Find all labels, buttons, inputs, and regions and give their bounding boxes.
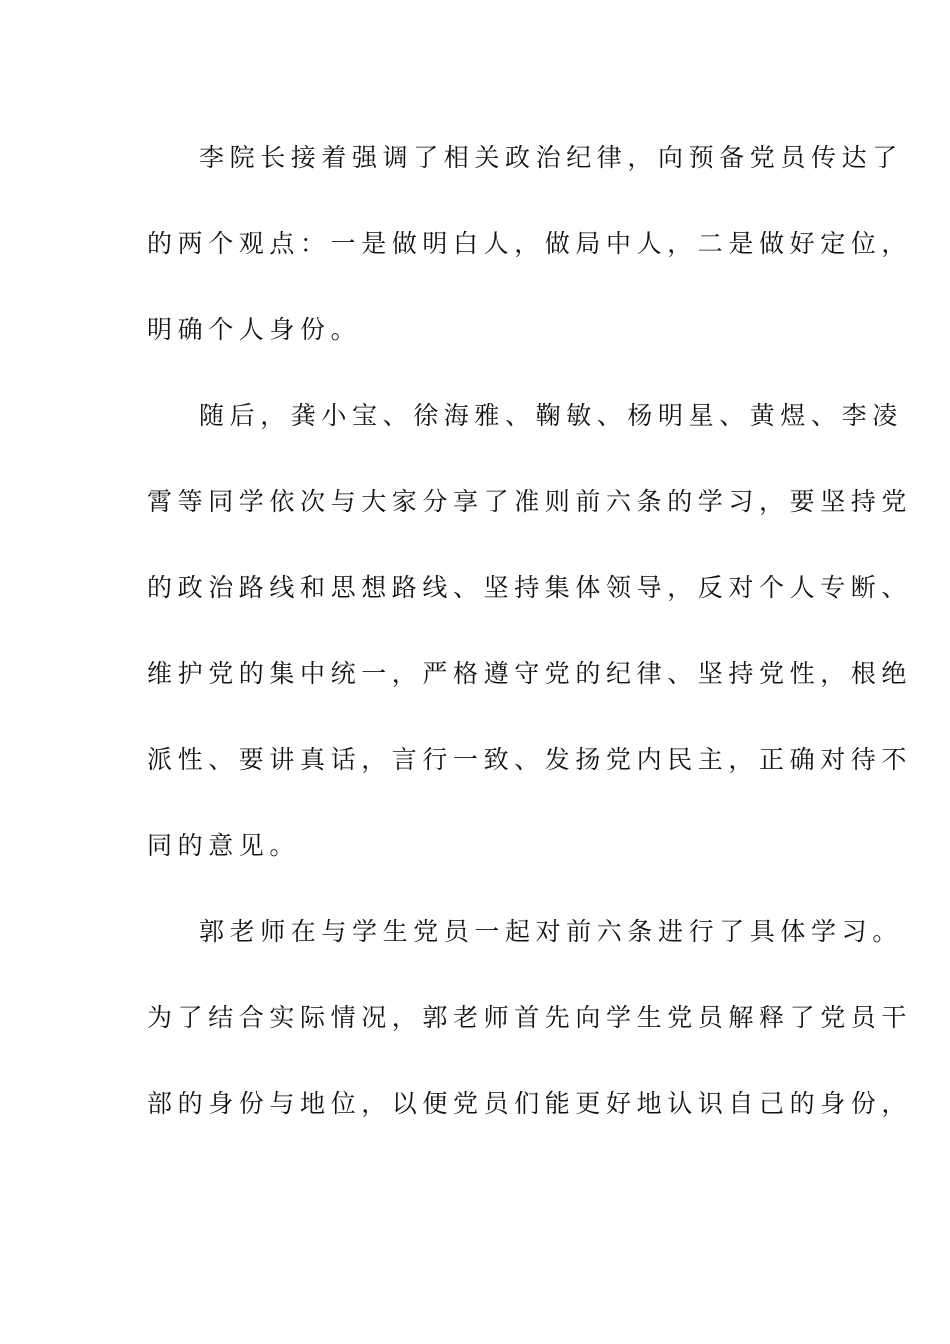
paragraph-2-line-4: 维护党的集中统一，严格遵守党的纪律、坚持党性，根绝 [147,659,913,688]
paragraph-1-line-3: 明确个人身份。 [147,315,362,344]
paragraph-1-line-2: 的两个观点：一是做明白人，做局中人，二是做好定位， [147,229,913,258]
paragraph-2-line-3: 的政治路线和思想路线、坚持集体领导，反对个人专断、 [147,573,913,602]
paragraph-3-line-2: 为了结合实际情况，郭老师首先向学生党员解释了党员干 [147,1003,913,1032]
paragraph-1-line-1: 李院长接着强调了相关政治纪律，向预备党员传达了 [199,143,903,172]
paragraph-2-line-6: 同的意见。 [147,831,301,860]
paragraph-2-line-5: 派性、要讲真话，言行一致、发扬党内民主，正确对待不 [147,745,913,774]
paragraph-3-line-3: 部的身份与地位，以便党员们能更好地认识自己的身份， [147,1089,913,1118]
paragraph-2-line-2: 霄等同学依次与大家分享了准则前六条的学习，要坚持党 [147,487,913,516]
paragraph-3-line-1: 郭老师在与学生党员一起对前六条进行了具体学习。 [199,917,903,946]
paragraph-2-line-1: 随后，龚小宝、徐海雅、鞠敏、杨明星、黄煜、李凌 [199,401,903,430]
